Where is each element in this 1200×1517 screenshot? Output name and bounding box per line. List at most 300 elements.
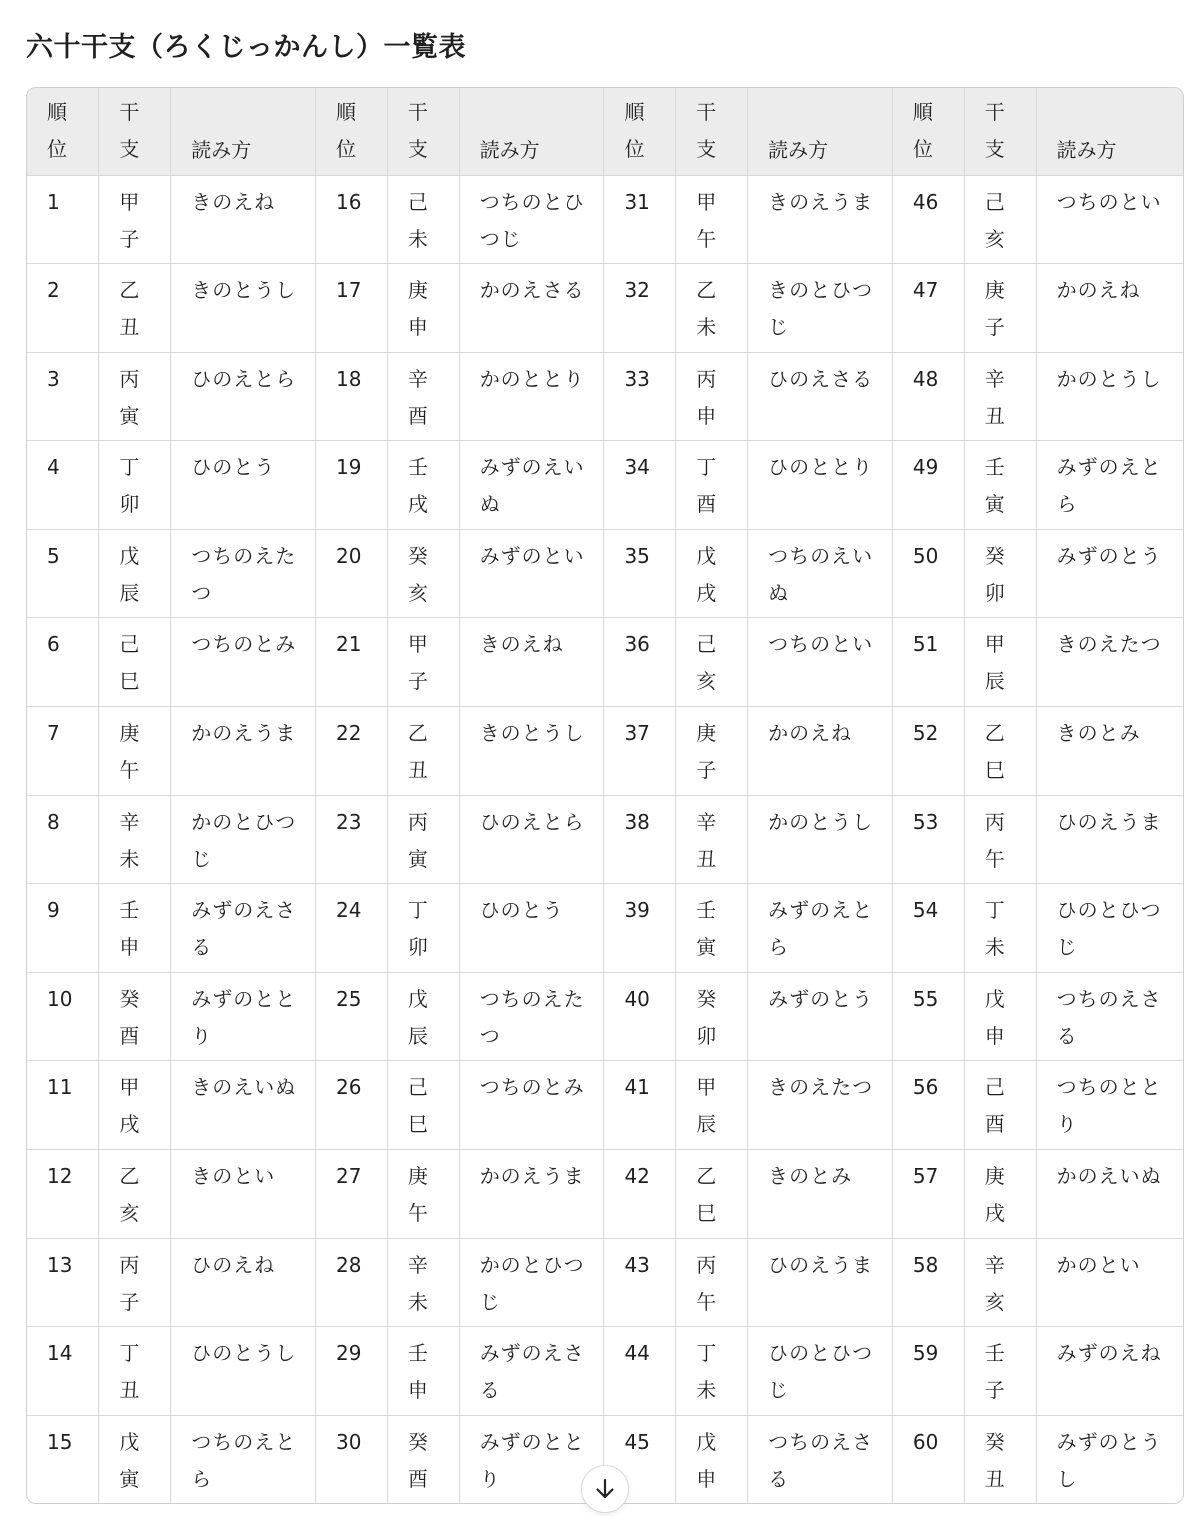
- rank-cell: 21: [315, 618, 387, 707]
- kanshi-cell-text: 辛未: [407, 1252, 428, 1314]
- kanshi-cell-text: 戊辰: [407, 986, 428, 1048]
- yomi-cell-text: かのえうま: [479, 1164, 585, 1189]
- yomi-cell: [1036, 175, 1183, 264]
- kanshi-cell-text: 壬申: [407, 1341, 428, 1403]
- yomi-cell-text: きのとうし: [191, 278, 297, 303]
- kanshi-cell-text: 庚子: [696, 721, 717, 783]
- yomi-cell-text: ひのとうし: [191, 1341, 297, 1366]
- rank-cell: 4: [27, 441, 99, 530]
- yomi-cell: [748, 441, 893, 530]
- kanshi-cell-text: 辛丑: [696, 809, 717, 871]
- yomi-cell-text: みずのとうし: [1056, 1429, 1162, 1491]
- rank-cell: 56: [892, 1061, 964, 1150]
- kanshi-cell: [99, 1061, 171, 1150]
- kanshi-cell-text: 己亥: [984, 189, 1005, 251]
- kanshi-cell: [387, 795, 459, 884]
- table-row: [27, 707, 1183, 796]
- yomi-cell-text: みずのえさる: [479, 1341, 585, 1403]
- yomi-cell: [171, 1327, 316, 1416]
- kanshi-cell: [676, 441, 748, 530]
- scroll-down-button[interactable]: [581, 1465, 629, 1513]
- kanshi-cell: [964, 1150, 1036, 1239]
- kanshi-cell: [964, 972, 1036, 1061]
- kanshi-cell-text: 甲子: [407, 632, 428, 694]
- rank-cell: 41: [604, 1061, 676, 1150]
- yomi-cell-text: みずのとう: [768, 986, 874, 1011]
- rank-cell: 34: [604, 441, 676, 530]
- yomi-cell: [1036, 352, 1183, 441]
- yomi-cell-text: ひのとひつじ: [1056, 898, 1162, 960]
- rank-cell: 43: [604, 1238, 676, 1327]
- header-kanshi: 干支: [964, 88, 1036, 175]
- kanshi-cell: [676, 972, 748, 1061]
- yomi-cell-text: つちのえいぬ: [768, 543, 874, 605]
- kanshi-cell: [99, 884, 171, 973]
- yomi-cell-text: きのとひつじ: [768, 278, 874, 340]
- header-rank: 順位: [315, 88, 387, 175]
- kanshi-cell-text: 戊辰: [119, 543, 140, 605]
- kanshi-cell: [99, 707, 171, 796]
- yomi-cell: [171, 884, 316, 973]
- header-kanshi: 干支: [99, 88, 171, 175]
- rank-cell: 29: [315, 1327, 387, 1416]
- yomi-cell-text: ひのえさる: [768, 366, 874, 391]
- rank-cell: 3: [27, 352, 99, 441]
- kanshi-cell: [676, 1327, 748, 1416]
- rank-cell: 8: [27, 795, 99, 884]
- kanshi-cell: [387, 1415, 459, 1504]
- kanshi-cell-text: 丁酉: [696, 455, 717, 517]
- kanshi-cell: [676, 795, 748, 884]
- kanshi-cell: [387, 884, 459, 973]
- kanshi-cell: [387, 175, 459, 264]
- kanshi-cell: [99, 1238, 171, 1327]
- kanshi-cell: [387, 352, 459, 441]
- yomi-cell-text: かのとひつじ: [479, 1252, 585, 1314]
- yomi-cell-text: きのとみ: [1056, 721, 1141, 746]
- yomi-cell: [748, 1327, 893, 1416]
- yomi-cell-text: かのととり: [479, 366, 585, 391]
- yomi-cell: [748, 618, 893, 707]
- kanshi-cell: [387, 1327, 459, 1416]
- yomi-cell-text: かのとい: [1056, 1252, 1141, 1277]
- rank-cell: 22: [315, 707, 387, 796]
- table-header-row: [27, 88, 1183, 175]
- kanshi-cell-text: 壬子: [984, 1341, 1005, 1403]
- table-row: [27, 264, 1183, 353]
- yomi-cell: [171, 352, 316, 441]
- kanshi-cell: [387, 529, 459, 618]
- kanshi-table-container[interactable]: [26, 87, 1184, 1504]
- yomi-cell-text: みずのえいぬ: [479, 455, 585, 517]
- yomi-cell: [171, 618, 316, 707]
- rank-cell: 58: [892, 1238, 964, 1327]
- kanshi-cell: [676, 1061, 748, 1150]
- kanshi-cell-text: 癸卯: [696, 986, 717, 1048]
- rank-cell: 52: [892, 707, 964, 796]
- rank-cell: 59: [892, 1327, 964, 1416]
- yomi-cell: [1036, 441, 1183, 530]
- table-row: [27, 884, 1183, 973]
- kanshi-cell-text: 癸亥: [407, 543, 428, 605]
- kanshi-cell: [99, 264, 171, 353]
- rank-cell: 1: [27, 175, 99, 264]
- yomi-cell-text: かのとうし: [768, 809, 874, 834]
- rank-cell: 36: [604, 618, 676, 707]
- rank-cell: 27: [315, 1150, 387, 1239]
- kanshi-cell: [387, 972, 459, 1061]
- kanshi-cell-text: 癸丑: [984, 1429, 1005, 1491]
- table-row: [27, 529, 1183, 618]
- rank-cell: 48: [892, 352, 964, 441]
- rank-cell: 45: [604, 1415, 676, 1504]
- kanshi-cell-text: 己未: [407, 189, 428, 251]
- kanshi-cell: [964, 441, 1036, 530]
- kanshi-cell: [99, 529, 171, 618]
- table-row: [27, 972, 1183, 1061]
- yomi-cell: [171, 795, 316, 884]
- yomi-cell-text: きのえたつ: [1056, 632, 1162, 657]
- rank-cell: 46: [892, 175, 964, 264]
- yomi-cell: [748, 175, 893, 264]
- rank-cell: 10: [27, 972, 99, 1061]
- yomi-cell: [748, 884, 893, 973]
- yomi-cell: [459, 1150, 604, 1239]
- yomi-cell-text: ひのえうま: [768, 1252, 874, 1277]
- kanshi-cell: [99, 618, 171, 707]
- yomi-cell: [748, 264, 893, 353]
- table-row: [27, 618, 1183, 707]
- yomi-cell: [1036, 529, 1183, 618]
- kanshi-cell-text: 戊申: [984, 986, 1005, 1048]
- rank-cell: 15: [27, 1415, 99, 1504]
- table-row: [27, 795, 1183, 884]
- rank-cell: 37: [604, 707, 676, 796]
- header-yomi: 読み方: [171, 88, 316, 175]
- kanshi-cell: [964, 618, 1036, 707]
- yomi-cell-text: かのえうま: [191, 721, 297, 746]
- kanshi-cell-text: 甲辰: [696, 1075, 717, 1137]
- kanshi-cell: [676, 707, 748, 796]
- kanshi-cell: [964, 1238, 1036, 1327]
- yomi-cell-text: ひのとひつじ: [768, 1341, 874, 1403]
- yomi-cell-text: ひのえとら: [191, 366, 297, 391]
- yomi-cell-text: きのえいぬ: [191, 1075, 297, 1100]
- yomi-cell: [1036, 1415, 1183, 1504]
- kanshi-cell: [387, 1061, 459, 1150]
- kanshi-cell-text: 丁未: [696, 1341, 717, 1403]
- yomi-cell-text: つちのえとら: [191, 1429, 297, 1491]
- rank-cell: 12: [27, 1150, 99, 1239]
- kanshi-cell-text: 丁卯: [407, 898, 428, 960]
- kanshi-cell: [964, 884, 1036, 973]
- kanshi-cell: [676, 1150, 748, 1239]
- rank-cell: 20: [315, 529, 387, 618]
- kanshi-cell-text: 丁丑: [119, 1341, 140, 1403]
- rank-cell: 47: [892, 264, 964, 353]
- yomi-cell: [171, 529, 316, 618]
- kanshi-table: [27, 88, 1183, 1504]
- kanshi-cell: [964, 352, 1036, 441]
- kanshi-cell-text: 丙午: [984, 809, 1005, 871]
- kanshi-cell-text: 癸酉: [119, 986, 140, 1048]
- kanshi-cell: [99, 1415, 171, 1504]
- yomi-cell-text: ひのとう: [479, 898, 564, 923]
- rank-cell: 14: [27, 1327, 99, 1416]
- kanshi-cell: [99, 175, 171, 264]
- yomi-cell-text: つちのとみ: [191, 632, 297, 657]
- arrow-down-icon: [594, 1477, 616, 1501]
- kanshi-cell-text: 壬申: [119, 898, 140, 960]
- kanshi-cell-text: 丙寅: [407, 809, 428, 871]
- yomi-cell: [1036, 264, 1183, 353]
- yomi-cell: [1036, 618, 1183, 707]
- yomi-cell: [748, 1238, 893, 1327]
- kanshi-cell: [99, 1150, 171, 1239]
- yomi-cell: [748, 1150, 893, 1239]
- kanshi-cell-text: 庚戌: [984, 1164, 1005, 1226]
- rank-cell: 17: [315, 264, 387, 353]
- kanshi-cell-text: 丙子: [119, 1252, 140, 1314]
- yomi-cell-text: ひのえうま: [1056, 809, 1162, 834]
- yomi-cell-text: みずのとい: [479, 543, 585, 568]
- yomi-cell-text: きのえたつ: [768, 1075, 874, 1100]
- yomi-cell-text: つちのとい: [768, 632, 874, 657]
- rank-cell: 30: [315, 1415, 387, 1504]
- yomi-cell-text: みずのととり: [191, 986, 297, 1048]
- yomi-cell: [1036, 972, 1183, 1061]
- header-yomi: 読み方: [459, 88, 604, 175]
- yomi-cell: [1036, 1150, 1183, 1239]
- kanshi-cell: [387, 1150, 459, 1239]
- yomi-cell-text: つちのととり: [1056, 1075, 1162, 1137]
- rank-cell: 6: [27, 618, 99, 707]
- kanshi-cell-text: 己巳: [119, 632, 140, 694]
- kanshi-cell-text: 戊寅: [119, 1429, 140, 1491]
- kanshi-cell-text: 辛亥: [984, 1252, 1005, 1314]
- rank-cell: 39: [604, 884, 676, 973]
- yomi-cell-text: きのえね: [191, 189, 276, 214]
- kanshi-cell-text: 甲子: [119, 189, 140, 251]
- kanshi-cell-text: 乙丑: [407, 721, 428, 783]
- yomi-cell: [171, 1415, 316, 1504]
- kanshi-cell: [964, 175, 1036, 264]
- kanshi-cell-text: 丙寅: [119, 366, 140, 428]
- kanshi-cell: [676, 1238, 748, 1327]
- kanshi-cell-text: 丁未: [984, 898, 1005, 960]
- kanshi-cell: [387, 618, 459, 707]
- kanshi-cell: [99, 1327, 171, 1416]
- yomi-cell: [459, 1238, 604, 1327]
- yomi-cell-text: つちのえたつ: [479, 986, 585, 1048]
- yomi-cell-text: きのえうま: [768, 189, 874, 214]
- table-row: [27, 441, 1183, 530]
- yomi-cell: [459, 441, 604, 530]
- rank-cell: 31: [604, 175, 676, 264]
- kanshi-cell: [387, 264, 459, 353]
- rank-cell: 49: [892, 441, 964, 530]
- yomi-cell-text: つちのとひつじ: [479, 189, 585, 251]
- kanshi-cell-text: 乙亥: [119, 1164, 140, 1226]
- kanshi-cell: [676, 618, 748, 707]
- rank-cell: 24: [315, 884, 387, 973]
- rank-cell: 33: [604, 352, 676, 441]
- kanshi-cell: [964, 1415, 1036, 1504]
- table-row: [27, 175, 1183, 264]
- kanshi-cell-text: 癸卯: [984, 543, 1005, 605]
- yomi-cell: [748, 1061, 893, 1150]
- rank-cell: 19: [315, 441, 387, 530]
- yomi-cell: [748, 529, 893, 618]
- kanshi-cell: [676, 529, 748, 618]
- kanshi-cell-text: 己亥: [696, 632, 717, 694]
- rank-cell: 5: [27, 529, 99, 618]
- kanshi-cell: [964, 795, 1036, 884]
- rank-cell: 13: [27, 1238, 99, 1327]
- kanshi-cell: [964, 1327, 1036, 1416]
- kanshi-cell-text: 戊申: [696, 1429, 717, 1491]
- yomi-cell-text: みずのえとら: [768, 898, 874, 960]
- yomi-cell-text: ひのえとら: [479, 809, 585, 834]
- kanshi-cell: [676, 175, 748, 264]
- kanshi-cell-text: 壬寅: [984, 455, 1005, 517]
- kanshi-cell: [676, 884, 748, 973]
- yomi-cell: [459, 175, 604, 264]
- rank-cell: 9: [27, 884, 99, 973]
- kanshi-cell: [387, 707, 459, 796]
- yomi-cell: [171, 264, 316, 353]
- yomi-cell: [171, 441, 316, 530]
- rank-cell: 18: [315, 352, 387, 441]
- kanshi-cell-text: 乙丑: [119, 278, 140, 340]
- yomi-cell-text: かのえね: [768, 721, 853, 746]
- yomi-cell-text: みずのえさる: [191, 898, 297, 960]
- yomi-cell: [459, 618, 604, 707]
- rank-cell: 26: [315, 1061, 387, 1150]
- kanshi-cell-text: 丙申: [696, 366, 717, 428]
- kanshi-cell-text: 壬寅: [696, 898, 717, 960]
- table-body: [27, 175, 1183, 1504]
- yomi-cell: [748, 1415, 893, 1504]
- yomi-cell: [459, 884, 604, 973]
- kanshi-cell-text: 甲午: [696, 189, 717, 251]
- kanshi-cell-text: 戊戌: [696, 543, 717, 605]
- yomi-cell: [459, 264, 604, 353]
- kanshi-cell-text: 己酉: [984, 1075, 1005, 1137]
- yomi-cell-text: つちのとい: [1056, 189, 1162, 214]
- yomi-cell-text: ひのえね: [191, 1252, 276, 1277]
- yomi-cell-text: きのとみ: [768, 1164, 853, 1189]
- rank-cell: 32: [604, 264, 676, 353]
- kanshi-cell-text: 癸酉: [407, 1429, 428, 1491]
- yomi-cell-text: きのえね: [479, 632, 564, 657]
- yomi-cell-text: かのえね: [1056, 278, 1141, 303]
- yomi-cell: [1036, 1327, 1183, 1416]
- yomi-cell-text: つちのえさる: [1056, 986, 1162, 1048]
- yomi-cell-text: ひのとう: [191, 455, 276, 480]
- rank-cell: 11: [27, 1061, 99, 1150]
- kanshi-cell-text: 甲戌: [119, 1075, 140, 1137]
- yomi-cell: [171, 1061, 316, 1150]
- yomi-cell-text: きのとうし: [479, 721, 585, 746]
- kanshi-cell-text: 乙未: [696, 278, 717, 340]
- yomi-cell: [1036, 1061, 1183, 1150]
- rank-cell: 44: [604, 1327, 676, 1416]
- yomi-cell-text: みずのえね: [1056, 1341, 1162, 1366]
- kanshi-cell-text: 己巳: [407, 1075, 428, 1137]
- yomi-cell: [1036, 707, 1183, 796]
- kanshi-cell: [964, 529, 1036, 618]
- rank-cell: 2: [27, 264, 99, 353]
- yomi-cell: [1036, 1238, 1183, 1327]
- yomi-cell: [1036, 884, 1183, 973]
- kanshi-cell-text: 辛酉: [407, 366, 428, 428]
- yomi-cell: [171, 1238, 316, 1327]
- yomi-cell: [171, 972, 316, 1061]
- yomi-cell-text: きのとい: [191, 1164, 276, 1189]
- kanshi-cell-text: 丁卯: [119, 455, 140, 517]
- yomi-cell-text: かのとひつじ: [191, 809, 297, 871]
- kanshi-cell-text: 庚午: [119, 721, 140, 783]
- yomi-cell-text: かのとうし: [1056, 366, 1162, 391]
- yomi-cell: [459, 795, 604, 884]
- rank-cell: 57: [892, 1150, 964, 1239]
- yomi-cell: [748, 795, 893, 884]
- yomi-cell: [171, 175, 316, 264]
- yomi-cell: [459, 352, 604, 441]
- kanshi-cell-text: 壬戌: [407, 455, 428, 517]
- kanshi-cell-text: 庚午: [407, 1164, 428, 1226]
- rank-cell: 38: [604, 795, 676, 884]
- rank-cell: 28: [315, 1238, 387, 1327]
- rank-cell: 54: [892, 884, 964, 973]
- kanshi-cell: [676, 352, 748, 441]
- kanshi-cell-text: 庚子: [984, 278, 1005, 340]
- yomi-cell: [748, 352, 893, 441]
- rank-cell: 53: [892, 795, 964, 884]
- rank-cell: 50: [892, 529, 964, 618]
- kanshi-cell: [99, 972, 171, 1061]
- table-row: [27, 1238, 1183, 1327]
- yomi-cell: [459, 707, 604, 796]
- header-yomi: 読み方: [1036, 88, 1183, 175]
- header-kanshi: 干支: [676, 88, 748, 175]
- page-title: 六十干支（ろくじっかんし）一覧表: [26, 32, 466, 63]
- rank-cell: 16: [315, 175, 387, 264]
- rank-cell: 35: [604, 529, 676, 618]
- kanshi-cell: [964, 707, 1036, 796]
- kanshi-cell: [99, 352, 171, 441]
- rank-cell: 42: [604, 1150, 676, 1239]
- header-rank: 順位: [27, 88, 99, 175]
- yomi-cell-text: かのえいぬ: [1056, 1164, 1162, 1189]
- yomi-cell: [748, 972, 893, 1061]
- header-kanshi: 干支: [387, 88, 459, 175]
- kanshi-cell-text: 丙午: [696, 1252, 717, 1314]
- yomi-cell-text: つちのえさる: [768, 1429, 874, 1491]
- kanshi-cell: [99, 441, 171, 530]
- table-row: [27, 352, 1183, 441]
- yomi-cell-text: みずのととり: [479, 1429, 585, 1491]
- kanshi-cell: [676, 1415, 748, 1504]
- kanshi-cell-text: 辛未: [119, 809, 140, 871]
- table-row: [27, 1061, 1183, 1150]
- rank-cell: 25: [315, 972, 387, 1061]
- yomi-cell: [459, 972, 604, 1061]
- yomi-cell-text: つちのえたつ: [191, 543, 297, 605]
- yomi-cell: [748, 707, 893, 796]
- yomi-cell: [459, 1327, 604, 1416]
